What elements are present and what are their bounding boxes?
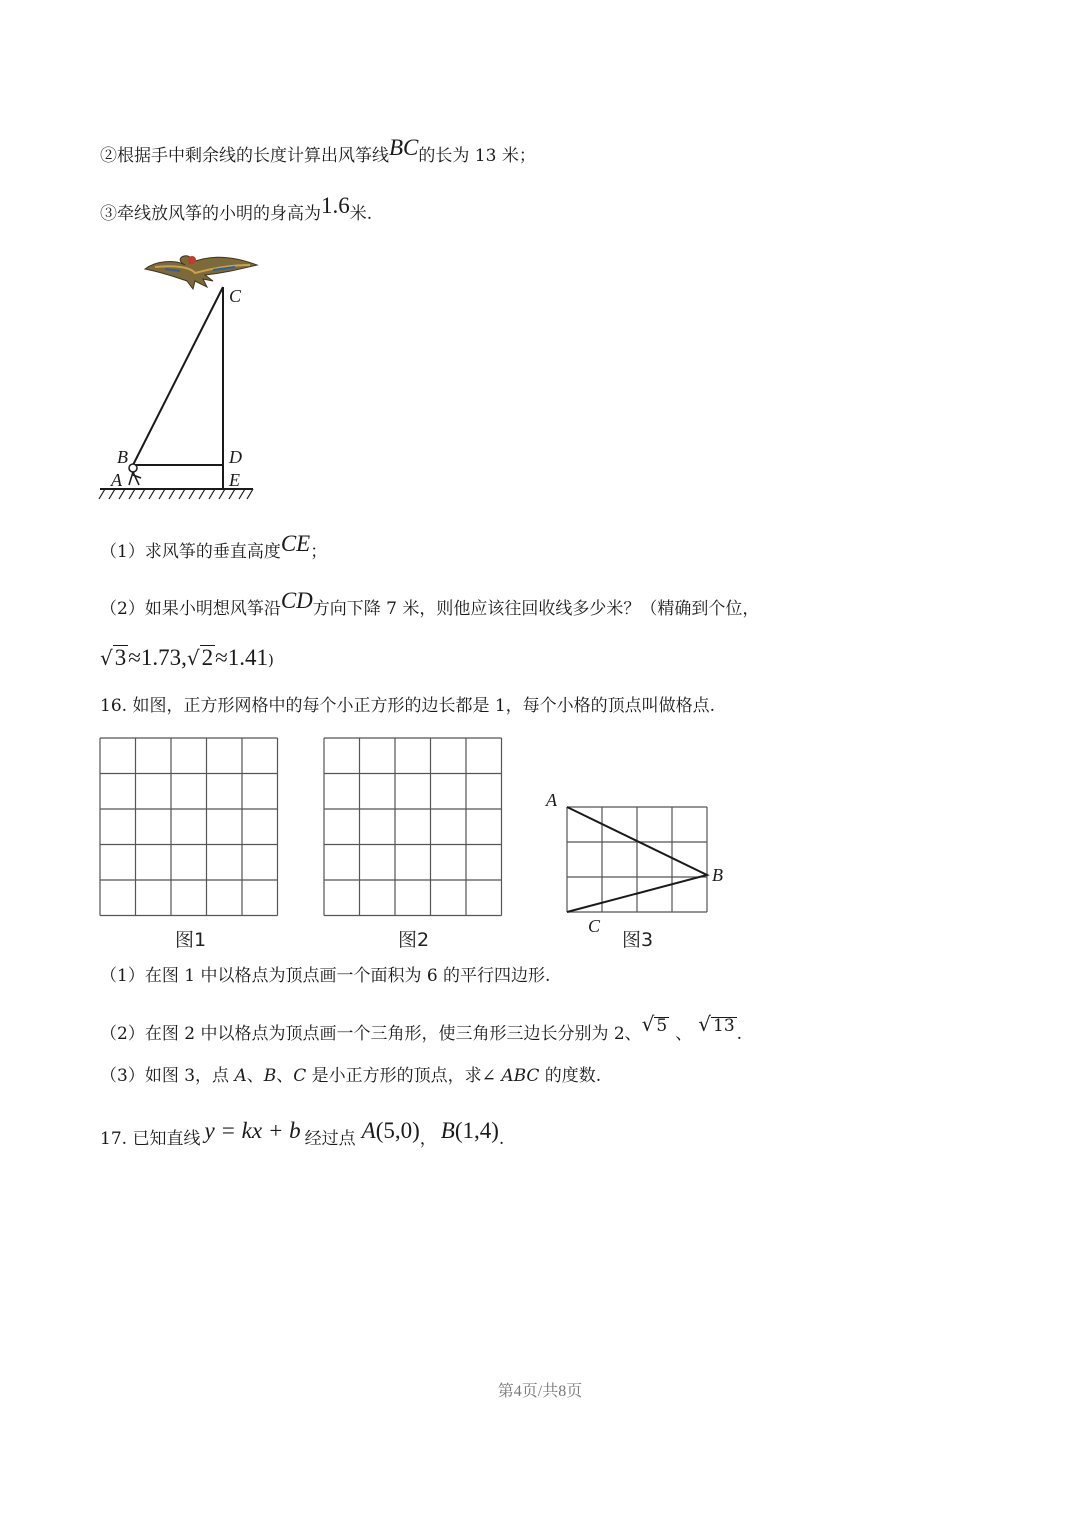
text: ≈1.41 bbox=[215, 645, 268, 670]
text: ) bbox=[268, 651, 274, 669]
text: 的长为 13 米； bbox=[418, 146, 536, 166]
text: B bbox=[263, 1066, 277, 1086]
text: 是小正方形的顶点，求∠ bbox=[306, 1066, 502, 1086]
math-point-b: B bbox=[440, 1118, 455, 1143]
question-1 bbox=[100, 531, 328, 562]
text: 方向下降 7 米，则他应该往回收线多少米？（精确到个位， bbox=[312, 599, 760, 619]
kite-icon bbox=[145, 256, 257, 289]
text: 、 bbox=[246, 1066, 264, 1086]
grid-figure-3 bbox=[567, 807, 707, 912]
label-a: A bbox=[111, 470, 122, 490]
math-point-a-value: (5,0) bbox=[375, 1118, 420, 1143]
sqrt-3: √3 bbox=[100, 645, 127, 670]
label-a: A bbox=[546, 790, 557, 810]
label-c: C bbox=[229, 286, 242, 306]
text: A bbox=[234, 1066, 247, 1086]
caption-fig1: 图1 bbox=[175, 929, 207, 951]
text: （1）求风筝的垂直高度 bbox=[100, 542, 281, 562]
math-ce: CE bbox=[280, 531, 311, 556]
label-d: D bbox=[229, 447, 242, 467]
text: 、 bbox=[675, 1024, 693, 1044]
label-e: E bbox=[229, 470, 240, 490]
grid-figure-1 bbox=[100, 738, 278, 916]
math-point-b-value: (1,4) bbox=[454, 1118, 499, 1143]
problem-16-2 bbox=[100, 1012, 743, 1044]
label-b: B bbox=[712, 865, 723, 885]
text: 、 bbox=[276, 1066, 294, 1086]
grid-figure-2 bbox=[324, 738, 502, 916]
sqrt-13: √ 13 bbox=[698, 1012, 735, 1036]
text: 经过点 bbox=[304, 1129, 356, 1149]
caption-fig2: 图2 bbox=[398, 929, 430, 951]
sqrt-5: √ 5 bbox=[641, 1012, 668, 1036]
problem-16 bbox=[100, 698, 715, 715]
text-line-1 bbox=[100, 135, 536, 166]
text: （1）在图 1 中以格点为顶点画一个面积为 6 的平行四边形. bbox=[100, 966, 551, 986]
text: . bbox=[498, 1129, 505, 1149]
sqrt-2: √2 bbox=[186, 645, 214, 670]
text: ③牵线放风筝的小明的身高为 bbox=[100, 204, 321, 224]
text: （2）如果小明想风筝沿 bbox=[100, 599, 281, 619]
label-c: C bbox=[588, 916, 601, 936]
question-2-approx bbox=[100, 645, 274, 670]
text: 的度数. bbox=[539, 1066, 602, 1086]
text: 米. bbox=[349, 204, 373, 224]
caption-fig3: 图3 bbox=[622, 929, 654, 951]
math-cd: CD bbox=[280, 588, 313, 613]
problem-16-3 bbox=[100, 1068, 601, 1085]
text: ②根据手中剩余线的长度计算出风筝线 bbox=[100, 146, 389, 166]
math-bc: BC bbox=[389, 135, 419, 160]
text: ， bbox=[419, 1129, 437, 1149]
page-footer: 第4页/共8页 bbox=[497, 1383, 583, 1400]
text: 16. 如图，正方形网格中的每个小正方形的边长都是 1，每个小格的顶点叫做格点. bbox=[100, 696, 716, 716]
text: ABC bbox=[501, 1066, 540, 1086]
text: C bbox=[293, 1066, 307, 1086]
label-b: B bbox=[117, 447, 128, 467]
text: ； bbox=[310, 542, 328, 562]
text: （3）如图 3，点 bbox=[100, 1066, 235, 1086]
text: . bbox=[736, 1024, 743, 1044]
text-line-2 bbox=[100, 193, 373, 224]
ground-hatching bbox=[99, 489, 253, 499]
grid-figures bbox=[90, 730, 740, 955]
kite-figure bbox=[95, 235, 265, 510]
text: ≈1.73, bbox=[128, 645, 187, 670]
text: （2）在图 2 中以格点为顶点画一个三角形，使三角形三边长分别为 2、 bbox=[100, 1024, 642, 1044]
question-2 bbox=[100, 588, 760, 619]
math-line-eq: y = kx + b bbox=[204, 1118, 301, 1143]
problem-16-1 bbox=[100, 968, 550, 985]
problem-17 bbox=[100, 1118, 505, 1149]
math-point-a: A bbox=[361, 1118, 376, 1143]
text: 17. 已知直线 bbox=[100, 1129, 201, 1149]
math-height: 1.6 bbox=[321, 193, 350, 218]
